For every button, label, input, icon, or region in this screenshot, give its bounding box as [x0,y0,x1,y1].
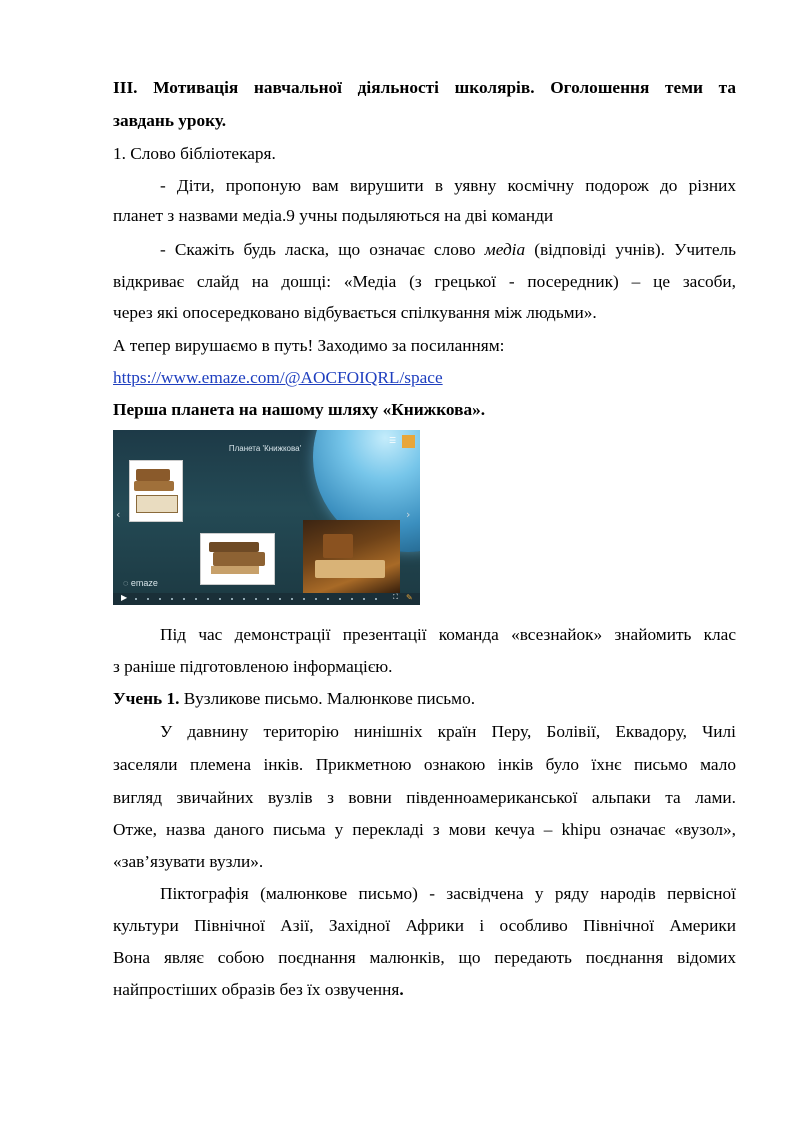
item-librarian-word: 1. Слово бібліотекаря. [113,144,276,163]
section-heading-line-2: завдань уроку. [113,111,227,130]
emaze-logo: ◌ emaze [123,578,158,588]
paragraph-incas-line-4: Отже, назва даного письма у перекладі з мови кечуа – khipu означає «вузол», [113,820,736,839]
first-planet-heading: Перша планета на нашому шляху «Книжкова». [113,400,486,419]
slide-title: Планета 'Книжкова' [228,444,302,453]
section-heading-line-1: III. Мотивація навчальної діяльності школярів. Оголошення теми та [113,78,736,97]
paragraph-media-line-3: через які опосередковано відбувається спілкування між людьми». [113,303,597,322]
paragraph-journey-line-1: - Діти, пропоную вам вирушити в уявну космічну подорож до різних [160,176,736,195]
books-image-2 [200,533,275,585]
paragraph-media-line-1: - Скажіть будь ласка, що означає слово медіа (відповіді учнів). Учитель [160,240,736,259]
paragraph-pictography-line-4: найпростіших образів без їх озвучення. [113,980,404,999]
play-icon[interactable]: ▶ [121,593,128,602]
slide-progress-dots[interactable] [135,598,385,600]
paragraph-incas-line-2: заселяли племена інків. Прикметною ознакою інків було їхнє письмо мало [113,755,736,774]
paragraph-incas-line-1: У давнину територію нинішніх країн Перу, Болівії, Еквадору, Чилі [160,722,736,741]
books-image-1 [129,460,183,522]
player-controls [113,593,420,605]
chevron-right-icon[interactable]: › [406,508,411,521]
paragraph-pictography-line-2: культури Північної Азії, Західної Африки і особливо Північної Америки [113,916,736,935]
emaze-link[interactable]: https://www.emaze.com/@AOCFOIQRL/space [113,368,443,387]
paragraph-incas-line-3: вигляд звичайних вузлів з вовни південноамериканської альпаки та лами. [113,788,736,807]
go-instruction: А тепер вирушаємо в путь! Заходимо за посиланням: [113,336,505,355]
fullscreen-icon[interactable]: ⛶ [393,593,398,601]
paragraph-media-line-2: відкриває слайд на дошці: «Медіа (з грецької - посередник) – це засоби, [113,272,736,291]
paragraph-demo-line-1: Під час демонстрації презентації команда «всезнайок» знайомить клас [160,625,736,644]
chevron-left-icon[interactable]: ‹ [116,508,121,521]
emaze-link-line [113,368,736,388]
paragraph-incas-line-5: «зав’язувати вузли». [113,852,264,871]
paragraph-pictography-line-1: Піктографія (малюнкове письмо) - засвідчена у ряду народів первісної [160,884,736,903]
paragraph-pictography-line-3: Вона являє собою поєднання малюнків, що передають поєднання відомих [113,948,736,967]
paragraph-demo-line-2: з раніше підготовленою інформацією. [113,657,393,676]
corner-square-icon[interactable] [402,435,415,448]
student-1-line: Учень 1. Вузликове письмо. Малюнкове письмо. [113,689,476,708]
paragraph-journey-line-2: планет з назвами медіа.9 учны подыляються на дві команди [113,206,554,225]
edit-icon[interactable]: ✎ [406,593,413,602]
presentation-slide[interactable] [113,430,420,605]
books-image-3 [303,520,400,596]
hamburger-icon[interactable]: ☰ [389,436,397,445]
